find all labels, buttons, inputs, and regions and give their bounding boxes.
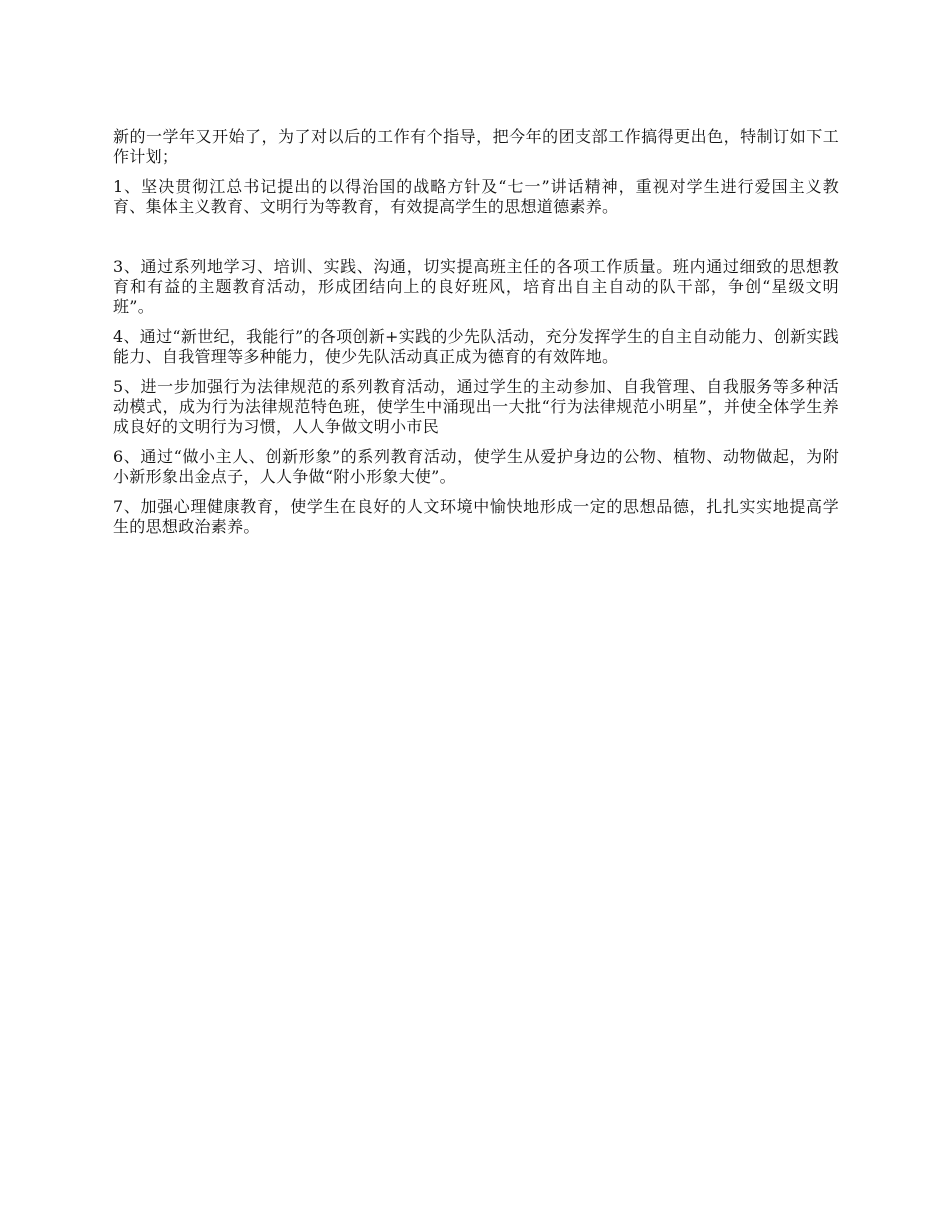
plan-item-4: 4、通过“新世纪，我能行”的各项创新+实践的少先队活动，充分发挥学生的自主自动能力、创新实践能力、自我管理等多种能力，使少先队活动真正成为德育的有效阵地。 xyxy=(113,327,839,366)
blank-gap xyxy=(113,227,839,257)
plan-item-6: 6、通过“做小主人、创新形象”的系列教育活动，使学生从爱护身边的公物、植物、动物做起，为附小新形象出金点子，人人争做“附小形象大使”。 xyxy=(113,447,839,486)
plan-item-3: 3、通过系列地学习、培训、实践、沟通，切实提高班主任的各项工作质量。班内通过细致的思想教育和有益的主题教育活动，形成团结向上的良好班风，培育出自主自动的队干部，争创“星级文明班”。 xyxy=(113,257,839,316)
plan-item-7: 7、加强心理健康教育，使学生在良好的人文环境中愉快地形成一定的思想品德，扎扎实实地提高学生的思想政治素养。 xyxy=(113,497,839,536)
plan-item-1: 1、坚决贯彻江总书记提出的以得治国的战略方针及“七一”讲话精神，重视对学生进行爱国主义教育、集体主义教育、文明行为等教育，有效提高学生的思想道德素养。 xyxy=(113,177,839,216)
plan-item-5: 5、进一步加强行为法律规范的系列教育活动，通过学生的主动参加、自我管理、自我服务等多种活动模式，成为行为法律规范特色班，使学生中涌现出一大批“行为法律规范小明星”，并使全体学生养成良好的文明行为习惯，人人争做文明小市民 xyxy=(113,377,839,436)
document-body xyxy=(113,127,839,547)
intro-paragraph: 新的一学年又开始了，为了对以后的工作有个指导，把今年的团支部工作搞得更出色，特制订如下工作计划； xyxy=(113,127,839,166)
